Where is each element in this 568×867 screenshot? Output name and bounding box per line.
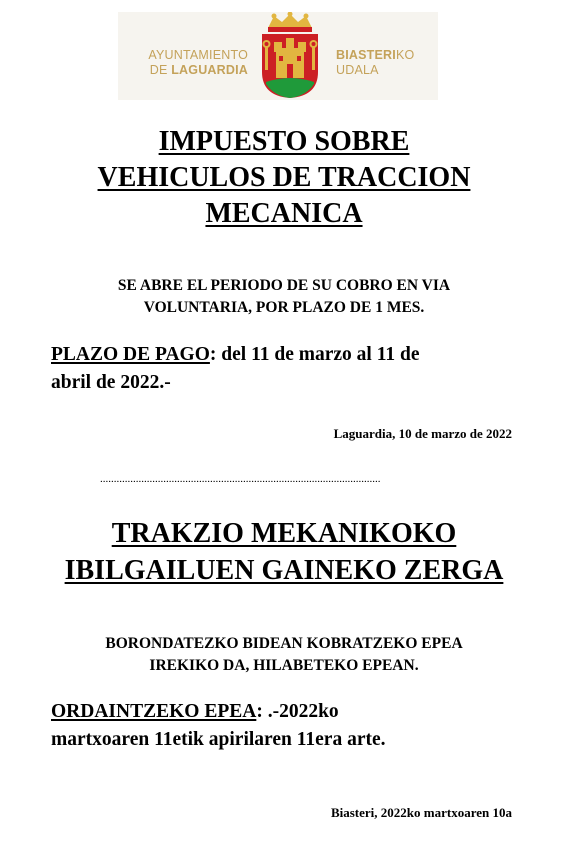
logo-right-line1-suffix: KO <box>395 48 415 62</box>
logo-right-line1-strong: BIASTERI <box>336 48 396 62</box>
es-payment-text-line1: : del 11 de marzo al 11 de <box>209 344 420 365</box>
es-subtitle-line2: VOLUNTARIA, POR PLAZO DE 1 MES. <box>143 299 425 316</box>
eu-payment-text-line1: : .-2022ko <box>256 701 339 722</box>
eu-payment-text-line2: martxoaren 11etik apirilaren 11era arte. <box>51 729 386 750</box>
es-title-line1: IMPUESTO SOBRE <box>158 126 410 157</box>
eu-payment-label: ORDAINTZEKO EPEA <box>51 701 257 722</box>
castle-crest-icon <box>254 12 326 100</box>
municipal-header <box>118 12 438 100</box>
ayuntamiento-logo-text <box>124 48 248 78</box>
section-separator: ...................................................................................................... <box>100 474 381 484</box>
es-payment-period <box>51 341 521 397</box>
eu-title-line1: TRAKZIO MEKANIKOKO <box>111 518 457 549</box>
es-subtitle-line1: SE ABRE EL PERIODO DE SU COBRO EN VIA <box>117 277 451 294</box>
es-payment-text-line2: abril de 2022.- <box>51 372 171 393</box>
logo-left-line2-prefix: DE <box>149 63 172 77</box>
es-title-line3: MECANICA <box>205 198 363 229</box>
eu-payment-period <box>51 698 521 754</box>
es-title-line2: VEHICULOS DE TRACCION <box>97 162 471 193</box>
eu-subtitle-line1: BORONDATEZKO BIDEAN KOBRATZEKO EPEA <box>105 635 463 652</box>
biasteriko-logo-text <box>336 48 436 78</box>
eu-date: Biasteri, 2022ko martxoaren 10a <box>330 805 512 820</box>
es-payment-label: PLAZO DE PAGO <box>51 344 210 365</box>
es-date: Laguardia, 10 de marzo de 2022 <box>333 426 512 441</box>
logo-right-line2: UDALA <box>336 63 379 77</box>
logo-left-line2-strong: LAGUARDIA <box>171 63 248 77</box>
eu-subtitle-line2: IREKIKO DA, HILABETEKO EPEAN. <box>149 657 419 674</box>
eu-title-line2: IBILGAILUEN GAINEKO ZERGA <box>64 555 504 586</box>
logo-left-line1: AYUNTAMIENTO <box>148 48 248 62</box>
